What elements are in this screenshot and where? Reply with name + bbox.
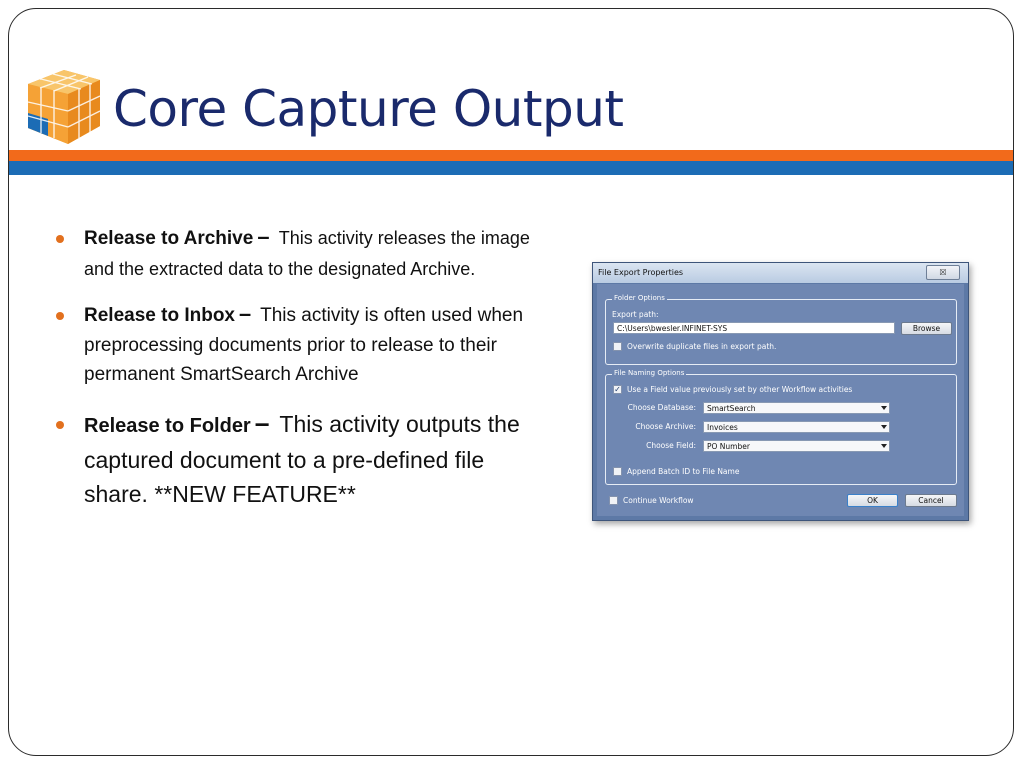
bullet-dash: – <box>254 407 270 438</box>
cancel-button[interactable]: Cancel <box>905 494 957 507</box>
folder-options-group <box>605 294 957 365</box>
cube-logo-icon <box>24 66 104 148</box>
file-export-properties-dialog <box>592 262 969 521</box>
choose-field-label: Choose Field: <box>646 441 696 450</box>
choose-archive-select[interactable] <box>703 421 890 433</box>
dialog-title: File Export Properties <box>598 268 684 277</box>
bullet-text: This activity outputs the captured document to a pre-defined file share. **NEW FEATURE** <box>84 410 520 507</box>
slide-title: Core Capture Output <box>113 80 624 138</box>
export-path-label: Export path: <box>612 310 659 319</box>
export-path-input[interactable]: C:\Users\bwesler.INFINET-SYS <box>613 322 895 334</box>
choose-field-select[interactable] <box>703 440 890 452</box>
file-naming-options-group <box>605 369 957 485</box>
use-field-label: Use a Field value previously set by other Workflow activities <box>627 385 853 394</box>
choose-database-label: Choose Database: <box>627 403 696 412</box>
choose-field-value: PO Number <box>707 442 750 451</box>
bullet-label: Release to Folder <box>84 414 251 437</box>
choose-database-select[interactable] <box>703 402 890 414</box>
bullet-label: Release to Inbox <box>84 305 235 326</box>
bullet-item-release-to-inbox <box>52 299 552 390</box>
ok-button[interactable]: OK <box>847 494 898 507</box>
append-batch-checkbox[interactable] <box>613 467 622 476</box>
continue-workflow-label: Continue Workflow <box>623 496 694 505</box>
bullet-item-release-to-archive <box>52 222 552 285</box>
close-button[interactable]: ☒ <box>926 265 960 280</box>
bullet-dot-icon <box>56 235 64 243</box>
dialog-body <box>597 284 964 516</box>
use-field-checkbox[interactable] <box>613 385 622 394</box>
choose-database-value: SmartSearch <box>707 404 756 413</box>
choose-archive-label: Choose Archive: <box>635 422 696 431</box>
bullet-dot-icon <box>56 421 64 429</box>
chevron-down-icon <box>881 406 887 410</box>
bullet-dash: – <box>239 301 252 326</box>
orange-divider-bar <box>9 150 1013 161</box>
choose-archive-value: Invoices <box>707 423 738 432</box>
bullet-dot-icon <box>56 312 64 320</box>
chevron-down-icon <box>881 444 887 448</box>
blue-divider-bar <box>9 161 1013 175</box>
folder-options-legend: Folder Options <box>614 294 665 302</box>
overwrite-checkbox[interactable] <box>613 342 622 351</box>
bullet-item-release-to-folder <box>52 406 552 511</box>
chevron-down-icon <box>881 425 887 429</box>
append-batch-label: Append Batch ID to File Name <box>627 467 740 476</box>
dialog-titlebar <box>593 263 968 283</box>
bullet-dash: – <box>257 224 270 249</box>
continue-workflow-checkbox[interactable] <box>609 496 618 505</box>
file-naming-options-legend: File Naming Options <box>614 369 685 377</box>
bullet-text: This activity is often used when preprocessing documents prior to release to their permanent SmartSearch Archive <box>84 305 524 385</box>
checkmark-icon: ✓ <box>614 385 621 394</box>
bullet-text: This activity releases the image and the extracted data to the designated Archive. <box>84 228 530 279</box>
overwrite-label: Overwrite duplicate files in export path. <box>627 342 777 351</box>
bullet-list <box>52 222 552 511</box>
browse-button[interactable]: Browse <box>901 322 952 335</box>
bullet-label: Release to Archive <box>84 228 254 249</box>
